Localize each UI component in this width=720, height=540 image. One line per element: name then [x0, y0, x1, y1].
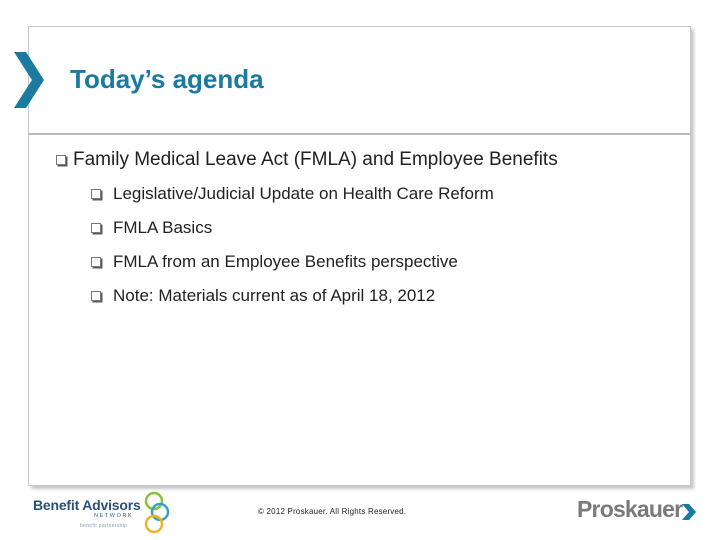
agenda-main-item: Family Medical Leave Act (FMLA) and Employee Benefits: [73, 149, 558, 170]
slide-title: Today’s agenda: [70, 64, 264, 94]
agenda-sub-item: FMLA Basics: [113, 218, 213, 237]
copyright-text: © 2012 Proskauer. All Rights Reserved.: [258, 507, 407, 516]
benefit-advisors-logo-subtitle: NETWORK: [94, 513, 134, 519]
square-bullet-icon: [91, 189, 101, 199]
chevron-right-icon: [12, 50, 46, 110]
agenda-sub-item: Legislative/Judicial Update on Health Care Reform: [113, 184, 494, 203]
title-divider: [28, 133, 690, 135]
benefit-advisors-rings-icon: [140, 490, 172, 536]
proskauer-logo: Proskauer: [577, 496, 683, 522]
square-bullet-icon: [91, 291, 101, 301]
square-bullet-icon: [56, 155, 66, 165]
square-bullet-icon: [91, 257, 101, 267]
agenda-sub-item: Note: Materials current as of April 18, 2012: [113, 286, 436, 305]
proskauer-arrow-icon: [680, 502, 698, 522]
agenda-sub-item: FMLA from an Employee Benefits perspective: [113, 252, 458, 271]
square-bullet-icon: [91, 223, 101, 233]
benefit-advisors-logo-tagline: benefit partnership: [80, 523, 128, 529]
benefit-advisors-logo-title: Benefit Advisors: [33, 497, 141, 513]
